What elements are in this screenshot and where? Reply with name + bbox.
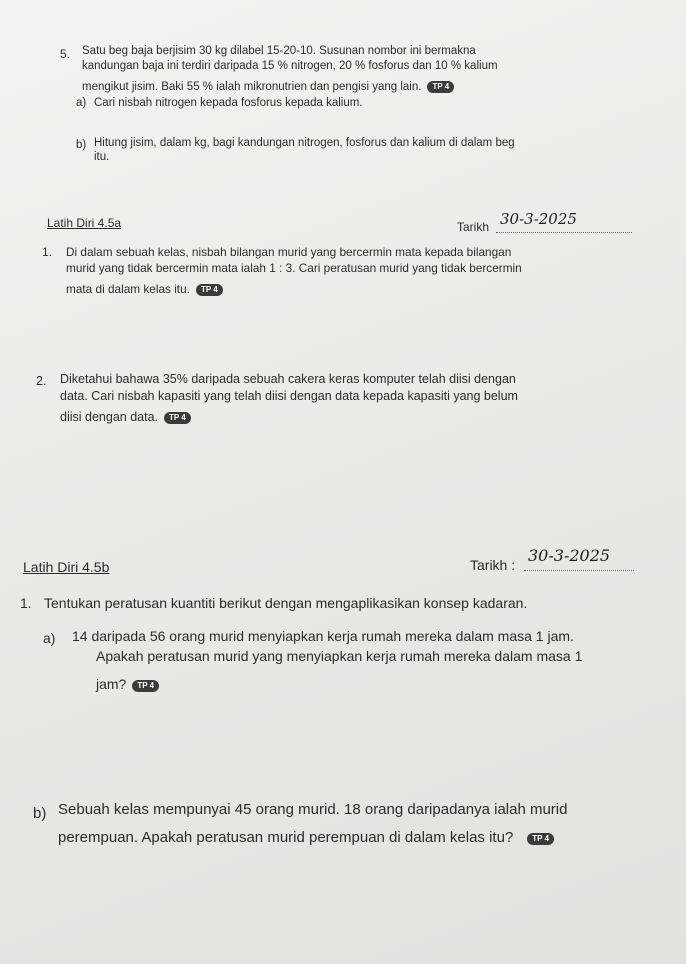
latih-b-q1-text: Tentukan peratusan kuantiti berikut dengan mengaplikasikan konsep kadaran. bbox=[44, 595, 528, 611]
latih-a-q2-line1: Diketahui bahawa 35% daripada sebuah cakera keras komputer telah diisi dengan bbox=[60, 372, 516, 386]
latih-a-q2-line3: diisi dengan data. TP 4 bbox=[60, 410, 191, 424]
latih-b-a-line2: Apakah peratusan murid yang menyiapkan kerja rumah mereka dalam masa 1 bbox=[96, 648, 583, 664]
latih-b-date-label: Tarikh : bbox=[470, 557, 516, 573]
latih-b-a-line3: jam? TP 4 bbox=[96, 676, 159, 693]
latih-a-q2-line2: data. Cari nisbah kapasiti yang telah diisi dengan data kepada kapasiti yang belum bbox=[60, 389, 518, 403]
q5-line3: mengikut jisim. Baki 55 % ialah mikronutrien dan pengisi yang lain. TP 4 bbox=[82, 80, 454, 94]
latih-diri-4-5a-title: Latih Diri 4.5a bbox=[47, 216, 122, 230]
latih-a-q2-number: 2. bbox=[36, 374, 47, 388]
q5-line1: Satu beg baja berjisim 30 kg dilabel 15-20-10. Susunan nombor ini bermakna bbox=[82, 45, 476, 57]
q5-b-label: b) bbox=[76, 139, 87, 151]
tp4-badge: TP 4 bbox=[196, 284, 223, 296]
tp4-badge: TP 4 bbox=[427, 81, 454, 93]
latih-a-q1-line1: Di dalam sebuah kelas, nisbah bilangan murid yang bercermin mata kepada bilangan bbox=[66, 245, 512, 259]
tp4-badge: TP 4 bbox=[527, 833, 554, 845]
latih-b-date-line bbox=[524, 570, 634, 571]
latih-b-b-line1: Sebuah kelas mempunyai 45 orang murid. 18 orang daripadanya ialah murid bbox=[58, 801, 568, 818]
latih-b-a-line1: 14 daripada 56 orang murid menyiapkan kerja rumah mereka dalam masa 1 jam. bbox=[72, 628, 574, 644]
latih-a-date-label: Tarikh bbox=[457, 220, 490, 234]
latih-b-q1-number: 1. bbox=[20, 595, 32, 611]
latih-b-b-line2: perempuan. Apakah peratusan murid perempuan di dalam kelas itu? TP 4 bbox=[58, 829, 554, 847]
latih-a-q1-number: 1. bbox=[42, 245, 53, 259]
latih-b-date-handwritten: 30-3-2025 bbox=[528, 546, 611, 565]
latih-a-q1-line3: mata di dalam kelas itu. TP 4 bbox=[66, 282, 223, 296]
latih-b-b-label: b) bbox=[33, 805, 47, 822]
q5-b-line2: itu. bbox=[94, 151, 110, 163]
tp4-badge: TP 4 bbox=[164, 412, 191, 424]
latih-a-q1-line2: murid yang tidak bercermin mata ialah 1 : 3. Cari peratusan murid yang tidak bercermin bbox=[66, 261, 522, 275]
q5-a-label: a) bbox=[76, 97, 87, 109]
latih-diri-4-5b-title: Latih Diri 4.5b bbox=[23, 559, 110, 575]
q5-a-text: Cari nisbah nitrogen kepada fosforus kepada kalium. bbox=[94, 97, 363, 109]
tp4-badge: TP 4 bbox=[132, 680, 159, 692]
latih-a-date-line bbox=[496, 232, 632, 233]
latih-b-a-label: a) bbox=[43, 630, 56, 646]
q5-number: 5. bbox=[60, 47, 71, 61]
q5-line2: kandungan baja ini terdiri daripada 15 % nitrogen, 20 % fosforus dan 10 % kalium bbox=[82, 60, 498, 72]
latih-a-date-handwritten: 30-3-2025 bbox=[500, 210, 577, 228]
q5-b-line1: Hitung jisim, dalam kg, bagi kandungan nitrogen, fosforus dan kalium di dalam beg bbox=[94, 137, 515, 149]
